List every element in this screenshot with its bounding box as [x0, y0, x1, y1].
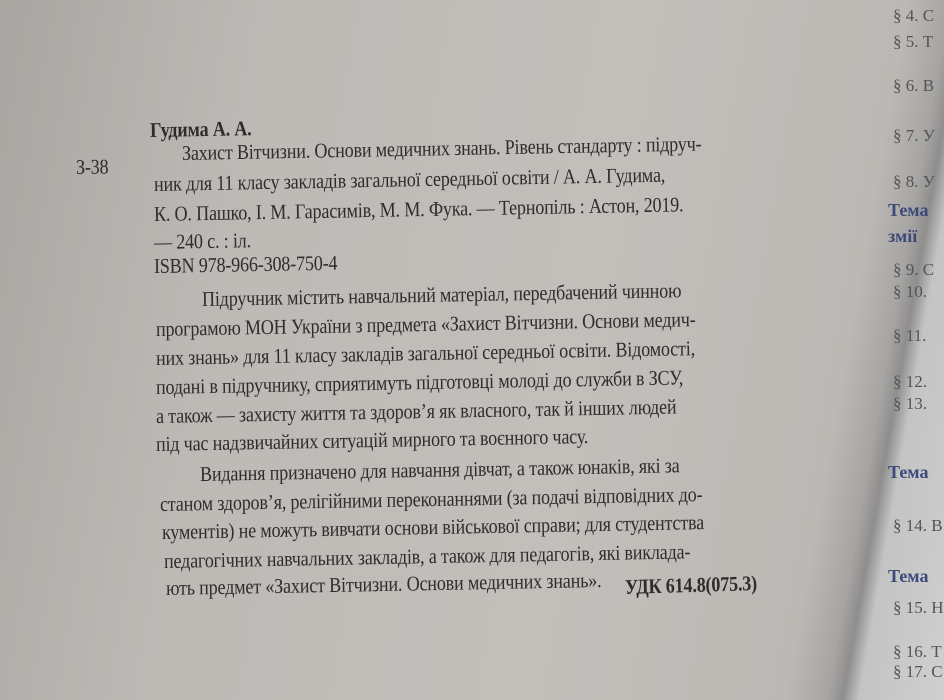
- biblio-line: Захист Вітчизни. Основи медичних знань. Рівень стандарту : підруч-: [181, 131, 702, 165]
- toc-item: § 15. Н: [893, 598, 944, 617]
- abstract-line: програмою МОН України з предмета «Захист Вітчизни. Основи медич-: [155, 307, 696, 341]
- author: Гудима А. А.: [149, 116, 252, 142]
- toc-item: § 5. Т: [893, 32, 934, 51]
- abstract-line: Підручник містить навчальний матеріал, передбачений чинною: [201, 278, 682, 311]
- toc-topic: Тема: [888, 200, 929, 220]
- isbn: ISBN 978-966-308-750-4: [153, 250, 338, 278]
- toc-topic: змії: [888, 226, 918, 246]
- toc-item: § 7. У: [893, 126, 935, 145]
- toc-topic: Тема: [888, 462, 929, 482]
- toc-item: § 10.: [893, 282, 927, 301]
- toc-item: § 11.: [893, 326, 927, 345]
- toc-item: § 6. В: [893, 76, 935, 95]
- abstract-line: станом здоров’я, релігійними переконаннями (за подачі відповідних до-: [159, 482, 703, 516]
- toc-topic: Тема: [888, 566, 929, 586]
- udc-code: УДК 614.8(075.3): [624, 570, 758, 599]
- abstract-line: подані в підручнику, сприятимуть підготовці молоді до служби в ЗСУ,: [155, 365, 684, 399]
- abstract-line: педагогічних навчальних закладів, а також для педагогів, які виклада-: [163, 539, 691, 573]
- abstract-line: під час надзвичайних ситуацій мирного та воєнного часу.: [155, 424, 589, 456]
- toc-item: § 16. Т: [893, 642, 942, 661]
- toc-item: § 8. У: [893, 172, 935, 191]
- biblio-line: — 240 с. : іл.: [153, 228, 252, 254]
- toc-item: § 4. С: [893, 6, 935, 25]
- abstract-line: них знань» для 11 класу закладів загальної середньої освіти. Відомості,: [155, 336, 696, 370]
- toc-item: § 13.: [893, 394, 927, 413]
- toc-item: § 17. С: [893, 662, 943, 681]
- abstract-line: кументів) не можуть вивчати основи військової справи; для студентства: [161, 510, 705, 544]
- abstract-line: ють предмет «Захист Вітчизни. Основи медичних знань».: [165, 568, 602, 600]
- biblio-line: К. О. Пашко, І. М. Гарасимів, М. М. Фука. — Тернопіль : Астон, 2019.: [153, 192, 684, 226]
- call-number: З-38: [75, 154, 109, 179]
- toc-item: § 14. В: [893, 516, 943, 535]
- toc-item: § 12.: [893, 372, 927, 391]
- abstract-line: а також — захисту життя та здоров’я як власного, так й інших людей: [155, 394, 677, 428]
- abstract-line: Видання призначено для навчання дівчат, а також юнаків, які за: [199, 453, 680, 486]
- biblio-line: ник для 11 класу закладів загальної середньої освіти / А. А. Гудима,: [153, 162, 666, 196]
- toc-item: § 9. С: [893, 260, 935, 279]
